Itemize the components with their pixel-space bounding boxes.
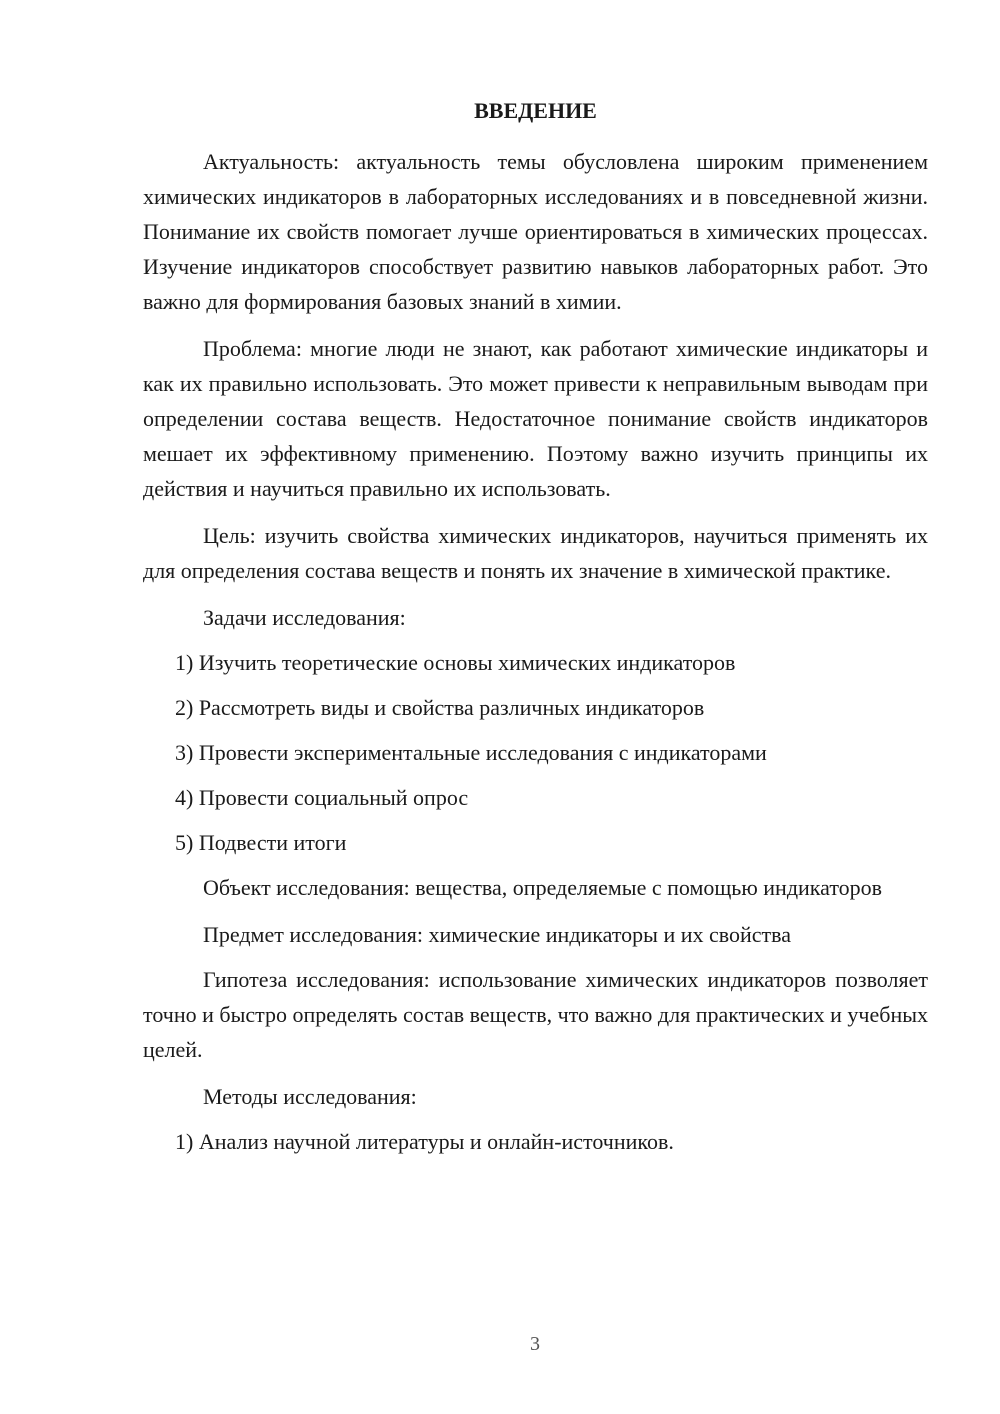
list-item: 3) Провести экспериментальные исследования с индикаторами — [175, 740, 767, 765]
list-item: 1) Анализ научной литературы и онлайн-источников. — [175, 1129, 674, 1154]
methods-list — [143, 1124, 928, 1159]
object-paragraph: Объект исследования: вещества, определяемые с помощью индикаторов — [203, 875, 883, 900]
hypothesis-paragraph: Гипотеза исследования: использование химических индикаторов позволяет точно и быстро определять состав веществ, что важно для практических и учебных целей. — [143, 967, 928, 1062]
subject-paragraph: Предмет исследования: химические индикаторы и их свойства — [203, 922, 792, 947]
tasks-list — [143, 645, 928, 860]
methods-title: Методы исследования: — [203, 1084, 417, 1109]
page-number: 3 — [530, 1333, 540, 1355]
goal-paragraph: Цель: изучить свойства химических индикаторов, научиться применять их для определения состава веществ и понять их значение в химической практике. — [143, 523, 928, 583]
section-heading: ВВЕДЕНИЕ — [474, 98, 597, 123]
list-item: 1) Изучить теоретические основы химических индикаторов — [175, 650, 736, 675]
list-item: 4) Провести социальный опрос — [175, 785, 469, 810]
relevance-paragraph: Актуальность: актуальность темы обусловлена широким применением химических индикаторов в лабораторных исследованиях и в повседневной жизни. Понимание их свойств помогает лучше ориентироваться в химических процессах. Изучение индикаторов способствует развитию навыков лабораторных работ. Это важно для формирования базовых знаний в химии. — [143, 149, 928, 314]
list-item: 2) Рассмотреть виды и свойства различных индикаторов — [175, 695, 705, 720]
tasks-title: Задачи исследования: — [203, 605, 406, 630]
problem-paragraph: Проблема: многие люди не знают, как работают химические индикаторы и как их правильно использовать. Это может привести к неправильным выводам при определении состава веществ. Недостаточное понимание свойств индикаторов мешает их эффективному применению. Поэтому важно изучить принципы их действия и научиться правильно их использовать. — [143, 336, 928, 501]
list-item: 5) Подвести итоги — [175, 830, 347, 855]
document-body — [143, 96, 928, 1169]
